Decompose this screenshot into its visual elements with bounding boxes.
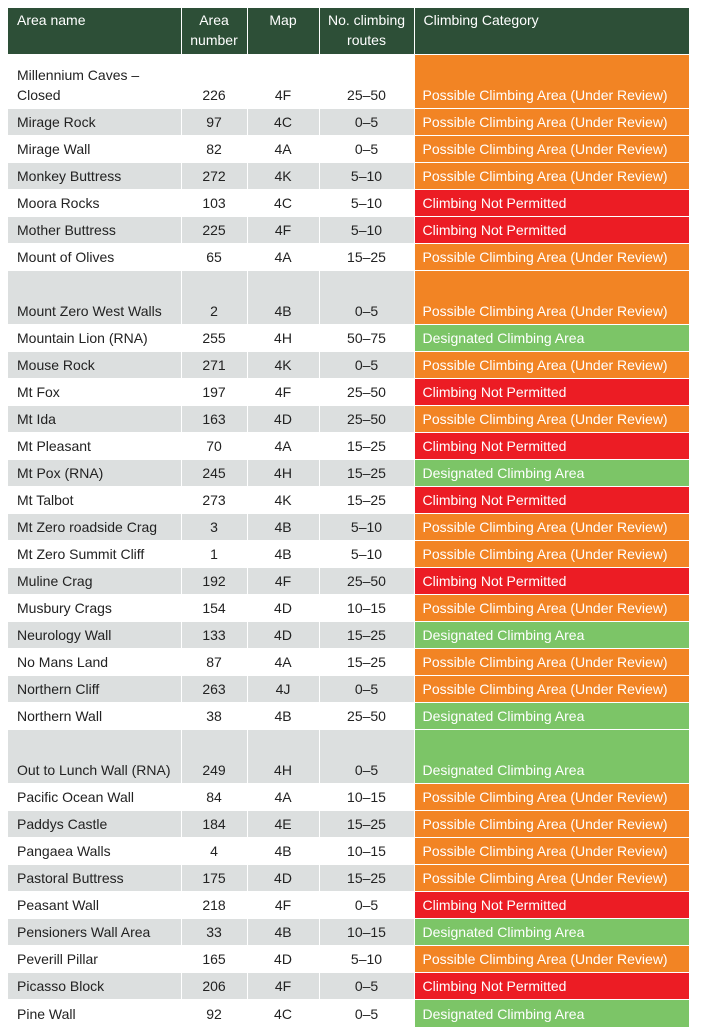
table-row xyxy=(8,865,689,892)
table-header xyxy=(8,8,689,55)
table-row xyxy=(8,892,689,919)
area-number-cell: 38 xyxy=(181,703,247,730)
map-cell: 4B xyxy=(247,541,319,568)
routes-cell: 15–25 xyxy=(319,811,414,838)
table-row xyxy=(8,244,689,271)
table-row xyxy=(8,784,689,811)
map-cell: 4F xyxy=(247,568,319,595)
area-name-cell: Moora Rocks xyxy=(8,190,181,217)
routes-cell: 5–10 xyxy=(319,946,414,973)
routes-cell: 10–15 xyxy=(319,784,414,811)
table-row xyxy=(8,919,689,946)
area-name-cell: Pacific Ocean Wall xyxy=(8,784,181,811)
map-cell: 4B xyxy=(247,703,319,730)
area-number-cell: 184 xyxy=(181,811,247,838)
routes-cell: 25–50 xyxy=(319,703,414,730)
category-cell: Designated Climbing Area xyxy=(414,703,689,730)
map-cell: 4F xyxy=(247,973,319,1000)
table-row xyxy=(8,352,689,379)
map-cell: 4K xyxy=(247,352,319,379)
area-number-cell: 245 xyxy=(181,460,247,487)
routes-cell: 0–5 xyxy=(319,136,414,163)
map-cell: 4B xyxy=(247,514,319,541)
routes-cell: 0–5 xyxy=(319,676,414,703)
area-name-cell: Picasso Block xyxy=(8,973,181,1000)
area-number-cell: 97 xyxy=(181,109,247,136)
area-number-cell: 65 xyxy=(181,244,247,271)
table-row xyxy=(8,379,689,406)
climbing-areas-table xyxy=(8,8,689,1027)
routes-cell: 5–10 xyxy=(319,514,414,541)
header-area-number-line2: number xyxy=(190,32,238,48)
area-number-cell: 273 xyxy=(181,487,247,514)
header-area-number xyxy=(181,8,247,55)
area-name-cell: Musbury Crags xyxy=(8,595,181,622)
category-cell: Designated Climbing Area xyxy=(414,325,689,352)
map-cell: 4A xyxy=(247,433,319,460)
table-row xyxy=(8,973,689,1000)
area-name-cell: Mother Buttress xyxy=(8,217,181,244)
category-cell: Designated Climbing Area xyxy=(414,1000,689,1027)
area-name-cell: Peasant Wall xyxy=(8,892,181,919)
category-cell: Possible Climbing Area (Under Review) xyxy=(414,136,689,163)
table-row xyxy=(8,514,689,541)
routes-cell: 5–10 xyxy=(319,190,414,217)
category-cell: Climbing Not Permitted xyxy=(414,892,689,919)
map-cell: 4D xyxy=(247,622,319,649)
routes-cell: 15–25 xyxy=(319,433,414,460)
area-number-cell: 133 xyxy=(181,622,247,649)
area-number-cell: 2 xyxy=(181,271,247,325)
header-routes xyxy=(319,8,414,55)
area-number-cell: 272 xyxy=(181,163,247,190)
table-row xyxy=(8,109,689,136)
area-name-cell: Mountain Lion (RNA) xyxy=(8,325,181,352)
routes-cell: 50–75 xyxy=(319,325,414,352)
routes-cell: 15–25 xyxy=(319,487,414,514)
map-cell: 4D xyxy=(247,865,319,892)
area-name-cell: Mt Ida xyxy=(8,406,181,433)
area-name-cell: Mt Zero roadside Crag xyxy=(8,514,181,541)
routes-cell: 0–5 xyxy=(319,730,414,784)
area-number-cell: 225 xyxy=(181,217,247,244)
area-number-cell: 218 xyxy=(181,892,247,919)
map-cell: 4C xyxy=(247,190,319,217)
map-cell: 4F xyxy=(247,892,319,919)
category-cell: Possible Climbing Area (Under Review) xyxy=(414,649,689,676)
table-row xyxy=(8,649,689,676)
area-name-cell: Mouse Rock xyxy=(8,352,181,379)
routes-cell: 5–10 xyxy=(319,541,414,568)
category-cell: Designated Climbing Area xyxy=(414,730,689,784)
category-cell: Possible Climbing Area (Under Review) xyxy=(414,352,689,379)
category-cell: Climbing Not Permitted xyxy=(414,973,689,1000)
area-name-cell: Pine Wall xyxy=(8,1000,181,1027)
category-cell: Designated Climbing Area xyxy=(414,919,689,946)
area-name-cell: Out to Lunch Wall (RNA) xyxy=(8,730,181,784)
area-number-cell: 175 xyxy=(181,865,247,892)
category-cell: Climbing Not Permitted xyxy=(414,487,689,514)
map-cell: 4A xyxy=(247,244,319,271)
area-name-cell: Pastoral Buttress xyxy=(8,865,181,892)
table-row xyxy=(8,136,689,163)
area-number-cell: 197 xyxy=(181,379,247,406)
area-name-cell: Paddys Castle xyxy=(8,811,181,838)
area-name-cell: Neurology Wall xyxy=(8,622,181,649)
table-row xyxy=(8,541,689,568)
category-cell: Possible Climbing Area (Under Review) xyxy=(414,163,689,190)
routes-cell: 5–10 xyxy=(319,163,414,190)
category-cell: Climbing Not Permitted xyxy=(414,217,689,244)
area-name-cell: Mt Fox xyxy=(8,379,181,406)
area-number-cell: 226 xyxy=(181,55,247,109)
area-number-cell: 249 xyxy=(181,730,247,784)
area-name-cell: Mount Zero West Walls xyxy=(8,271,181,325)
table-row xyxy=(8,487,689,514)
map-cell: 4D xyxy=(247,406,319,433)
category-cell: Climbing Not Permitted xyxy=(414,379,689,406)
category-cell: Possible Climbing Area (Under Review) xyxy=(414,784,689,811)
map-cell: 4B xyxy=(247,838,319,865)
category-cell: Possible Climbing Area (Under Review) xyxy=(414,541,689,568)
area-name-cell: No Mans Land xyxy=(8,649,181,676)
area-name-cell: Muline Crag xyxy=(8,568,181,595)
map-cell: 4C xyxy=(247,109,319,136)
routes-cell: 25–50 xyxy=(319,406,414,433)
map-cell: 4C xyxy=(247,1000,319,1027)
area-name-cell: Monkey Buttress xyxy=(8,163,181,190)
table-body xyxy=(8,55,689,1027)
area-number-cell: 103 xyxy=(181,190,247,217)
routes-cell: 15–25 xyxy=(319,649,414,676)
area-name-cell: Pangaea Walls xyxy=(8,838,181,865)
table-row xyxy=(8,433,689,460)
table-row xyxy=(8,811,689,838)
category-cell: Climbing Not Permitted xyxy=(414,433,689,460)
category-cell: Possible Climbing Area (Under Review) xyxy=(414,244,689,271)
routes-cell: 15–25 xyxy=(319,865,414,892)
table-row xyxy=(8,676,689,703)
routes-cell: 0–5 xyxy=(319,1000,414,1027)
area-number-cell: 33 xyxy=(181,919,247,946)
map-cell: 4A xyxy=(247,649,319,676)
area-number-cell: 192 xyxy=(181,568,247,595)
routes-cell: 15–25 xyxy=(319,622,414,649)
area-name-cell: Mount of Olives xyxy=(8,244,181,271)
climbing-areas-table-wrapper xyxy=(8,8,689,1027)
routes-cell: 10–15 xyxy=(319,595,414,622)
area-name-cell: Northern Wall xyxy=(8,703,181,730)
map-cell: 4B xyxy=(247,919,319,946)
category-cell: Climbing Not Permitted xyxy=(414,568,689,595)
routes-cell: 5–10 xyxy=(319,217,414,244)
table-row xyxy=(8,703,689,730)
map-cell: 4A xyxy=(247,136,319,163)
map-cell: 4H xyxy=(247,460,319,487)
area-number-cell: 70 xyxy=(181,433,247,460)
routes-cell: 25–50 xyxy=(319,55,414,109)
area-name-cell: Pensioners Wall Area xyxy=(8,919,181,946)
area-number-cell: 3 xyxy=(181,514,247,541)
map-cell: 4F xyxy=(247,217,319,244)
map-cell: 4K xyxy=(247,487,319,514)
routes-cell: 25–50 xyxy=(319,568,414,595)
map-cell: 4B xyxy=(247,271,319,325)
table-row xyxy=(8,325,689,352)
map-cell: 4H xyxy=(247,325,319,352)
table-row xyxy=(8,568,689,595)
category-cell: Possible Climbing Area (Under Review) xyxy=(414,811,689,838)
map-cell: 4E xyxy=(247,811,319,838)
header-area-number-line1: Area xyxy=(199,12,229,28)
category-cell: Possible Climbing Area (Under Review) xyxy=(414,595,689,622)
category-cell: Possible Climbing Area (Under Review) xyxy=(414,946,689,973)
routes-cell: 25–50 xyxy=(319,379,414,406)
routes-cell: 0–5 xyxy=(319,352,414,379)
map-cell: 4H xyxy=(247,730,319,784)
category-cell: Possible Climbing Area (Under Review) xyxy=(414,109,689,136)
table-row xyxy=(8,1000,689,1027)
area-name-cell: Mt Talbot xyxy=(8,487,181,514)
table-row xyxy=(8,622,689,649)
area-number-cell: 1 xyxy=(181,541,247,568)
routes-cell: 15–25 xyxy=(319,244,414,271)
area-number-cell: 165 xyxy=(181,946,247,973)
area-name-cell: Mt Pox (RNA) xyxy=(8,460,181,487)
header-routes-line2: routes xyxy=(347,32,386,48)
map-cell: 4D xyxy=(247,595,319,622)
category-cell: Designated Climbing Area xyxy=(414,622,689,649)
area-name-cell: Mt Pleasant xyxy=(8,433,181,460)
routes-cell: 0–5 xyxy=(319,271,414,325)
table-row xyxy=(8,271,689,325)
area-number-cell: 4 xyxy=(181,838,247,865)
area-name-cell: Mirage Wall xyxy=(8,136,181,163)
table-row xyxy=(8,163,689,190)
area-number-cell: 154 xyxy=(181,595,247,622)
area-number-cell: 255 xyxy=(181,325,247,352)
table-row xyxy=(8,595,689,622)
category-cell: Designated Climbing Area xyxy=(414,460,689,487)
table-row xyxy=(8,838,689,865)
table-row xyxy=(8,190,689,217)
table-row xyxy=(8,406,689,433)
routes-cell: 0–5 xyxy=(319,892,414,919)
category-cell: Possible Climbing Area (Under Review) xyxy=(414,406,689,433)
category-cell: Possible Climbing Area (Under Review) xyxy=(414,676,689,703)
area-number-cell: 92 xyxy=(181,1000,247,1027)
area-name-cell: Millennium Caves – Closed xyxy=(8,55,181,109)
map-cell: 4F xyxy=(247,379,319,406)
category-cell: Possible Climbing Area (Under Review) xyxy=(414,271,689,325)
area-name-cell: Mirage Rock xyxy=(8,109,181,136)
map-cell: 4F xyxy=(247,55,319,109)
area-number-cell: 82 xyxy=(181,136,247,163)
area-number-cell: 84 xyxy=(181,784,247,811)
routes-cell: 10–15 xyxy=(319,838,414,865)
header-area-name: Area name xyxy=(8,8,181,55)
table-row xyxy=(8,946,689,973)
area-number-cell: 163 xyxy=(181,406,247,433)
area-number-cell: 87 xyxy=(181,649,247,676)
category-cell: Possible Climbing Area (Under Review) xyxy=(414,865,689,892)
table-row xyxy=(8,217,689,244)
area-number-cell: 271 xyxy=(181,352,247,379)
area-name-cell: Peverill Pillar xyxy=(8,946,181,973)
header-map: Map xyxy=(247,8,319,55)
routes-cell: 0–5 xyxy=(319,109,414,136)
map-cell: 4D xyxy=(247,946,319,973)
table-row xyxy=(8,730,689,784)
header-routes-line1: No. climbing xyxy=(327,12,406,28)
area-number-cell: 263 xyxy=(181,676,247,703)
category-cell: Possible Climbing Area (Under Review) xyxy=(414,838,689,865)
map-cell: 4J xyxy=(247,676,319,703)
map-cell: 4K xyxy=(247,163,319,190)
category-cell: Possible Climbing Area (Under Review) xyxy=(414,514,689,541)
category-cell: Climbing Not Permitted xyxy=(414,190,689,217)
category-cell: Possible Climbing Area (Under Review) xyxy=(414,55,689,109)
area-number-cell: 206 xyxy=(181,973,247,1000)
area-name-cell: Northern Cliff xyxy=(8,676,181,703)
routes-cell: 0–5 xyxy=(319,973,414,1000)
header-category: Climbing Category xyxy=(414,8,689,55)
table-row xyxy=(8,55,689,109)
area-name-cell: Mt Zero Summit Cliff xyxy=(8,541,181,568)
routes-cell: 15–25 xyxy=(319,460,414,487)
table-row xyxy=(8,460,689,487)
map-cell: 4A xyxy=(247,784,319,811)
routes-cell: 10–15 xyxy=(319,919,414,946)
